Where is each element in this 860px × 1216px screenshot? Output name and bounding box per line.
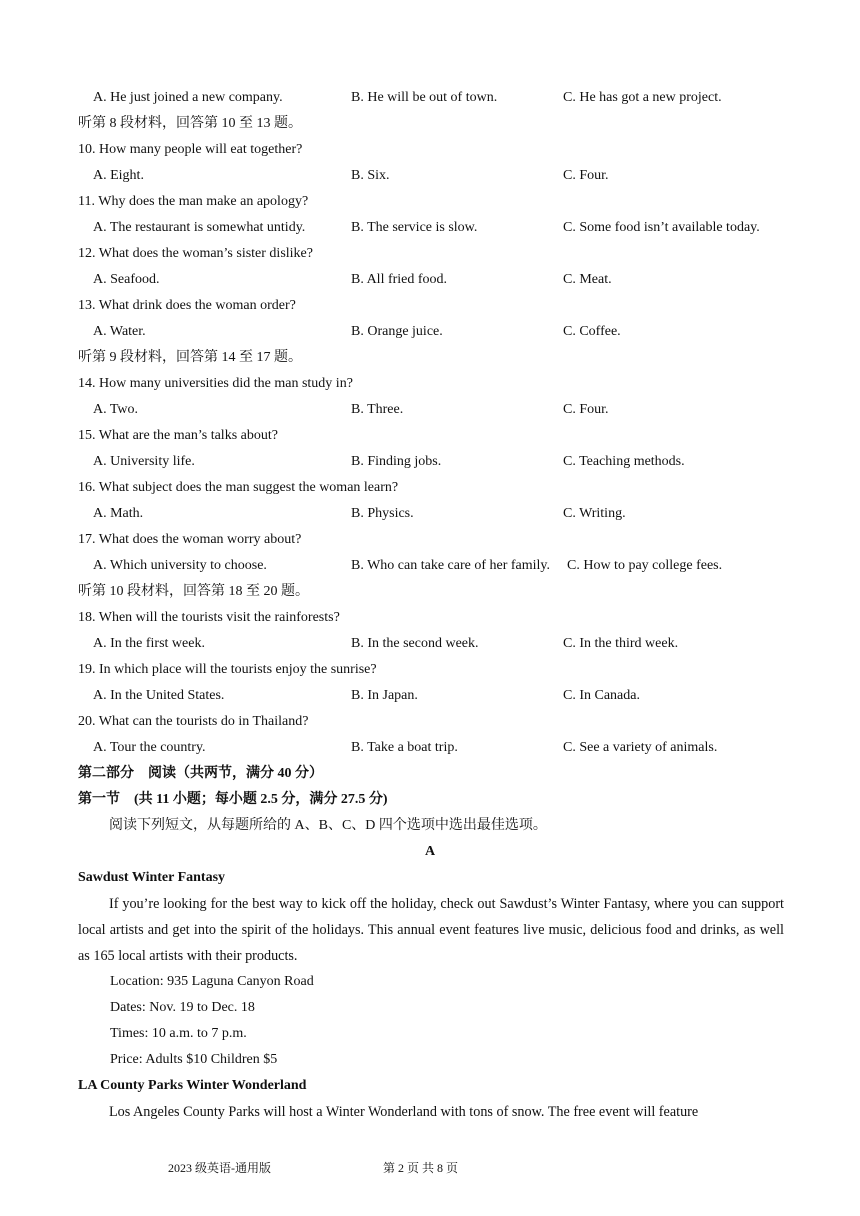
option-b: B. He will be out of town. — [351, 90, 498, 105]
options-row — [0, 739, 860, 757]
event-dates: Dates: Nov. 19 to Dec. 18 — [110, 1000, 255, 1015]
option-c: C. Writing. — [563, 506, 626, 521]
options-row — [0, 167, 860, 185]
option-b: B. In the second week. — [351, 636, 479, 651]
option-a: A. Which university to choose. — [93, 558, 267, 573]
option-a: A. Eight. — [93, 168, 144, 183]
event-location: Location: 935 Laguna Canyon Road — [110, 974, 314, 989]
option-a: A. He just joined a new company. — [93, 90, 283, 105]
option-c: C. Meat. — [563, 272, 612, 287]
question-14: 14. How many universities did the man study in? — [78, 376, 353, 391]
option-b: B. Take a boat trip. — [351, 740, 458, 755]
section-instruction-10: 听第 10 段材料，回答第 18 至 20 题。 — [78, 584, 309, 599]
options-row — [0, 505, 860, 523]
options-row — [0, 557, 860, 575]
question-12: 12. What does the woman’s sister dislike? — [78, 246, 313, 261]
footer-page-number: 第 2 页 共 8 页 — [383, 1161, 459, 1175]
options-row — [0, 453, 860, 471]
option-c: C. Four. — [563, 402, 609, 417]
option-b: B. Six. — [351, 168, 390, 183]
question-10: 10. How many people will eat together? — [78, 142, 303, 157]
options-row — [0, 635, 860, 653]
option-c: C. He has got a new project. — [563, 90, 722, 105]
reading-instruction: 阅读下列短文，从每题所给的 A、B、C、D 四个选项中选出最佳选项。 — [109, 818, 547, 833]
option-b: B. Orange juice. — [351, 324, 443, 339]
option-c: C. See a variety of animals. — [563, 740, 718, 755]
question-18: 18. When will the tourists visit the rainforests? — [78, 610, 340, 625]
option-b: B. In Japan. — [351, 688, 418, 703]
question-13: 13. What drink does the woman order? — [78, 298, 296, 313]
option-c: C. Teaching methods. — [563, 454, 685, 469]
option-b: B. Physics. — [351, 506, 414, 521]
options-row — [0, 89, 860, 107]
options-row — [0, 687, 860, 705]
option-a: A. Tour the country. — [93, 740, 206, 755]
option-a: A. Two. — [93, 402, 139, 417]
option-a: A. In the United States. — [93, 688, 225, 703]
passage-title-2: LA County Parks Winter Wonderland — [78, 1078, 307, 1093]
section-instruction-8: 听第 8 段材料，回答第 10 至 13 题。 — [78, 116, 302, 131]
part2-heading: 第二部分 阅读（共两节，满分 40 分） — [78, 766, 323, 781]
option-b: B. All fried food. — [351, 272, 448, 287]
passage-paragraph-1 — [78, 891, 784, 969]
option-c: C. How to pay college fees. — [567, 558, 723, 573]
event-price: Price: Adults $10 Children $5 — [110, 1052, 278, 1067]
section-instruction-9: 听第 9 段材料，回答第 14 至 17 题。 — [78, 350, 302, 365]
passage-title-1: Sawdust Winter Fantasy — [78, 870, 226, 885]
options-row — [0, 401, 860, 419]
options-row — [0, 323, 860, 341]
option-b: B. Three. — [351, 402, 404, 417]
option-c: C. Coffee. — [563, 324, 621, 339]
option-a: A. The restaurant is somewhat untidy. — [93, 220, 306, 235]
question-15: 15. What are the man’s talks about? — [78, 428, 278, 443]
option-c: C. In the third week. — [563, 636, 679, 651]
section1-heading: 第一节 (共 11 小题；每小题 2.5 分，满分 27.5 分) — [78, 792, 388, 807]
option-a: A. Seafood. — [93, 272, 160, 287]
options-row — [0, 271, 860, 289]
option-b: B. Who can take care of her family. — [351, 558, 551, 573]
question-11: 11. Why does the man make an apology? — [78, 194, 309, 209]
paragraph-text: If you’re looking for the best way to kick off the holiday, check out Sawdust’s Winter Fantasy, where you can support local artists and get into the spirit of the holidays. This annual event features live music, delicious food and drinks, as well as 165 local artists with their products. — [78, 896, 784, 964]
event-times: Times: 10 a.m. to 7 p.m. — [110, 1026, 247, 1041]
passage-paragraph-2: Los Angeles County Parks will host a Winter Wonderland with tons of snow. The free event will feature — [109, 1104, 699, 1120]
question-20: 20. What can the tourists do in Thailand? — [78, 714, 309, 729]
option-a: A. Math. — [93, 506, 144, 521]
option-c: C. In Canada. — [563, 688, 640, 703]
passage-label: A — [424, 844, 436, 859]
option-c: C. Some food isn’t available today. — [563, 220, 760, 235]
option-a: A. University life. — [93, 454, 195, 469]
option-b: B. Finding jobs. — [351, 454, 442, 469]
option-a: A. Water. — [93, 324, 146, 339]
option-b: B. The service is slow. — [351, 220, 478, 235]
footer-exam-label: 2023 级英语-通用版 — [168, 1161, 271, 1175]
option-c: C. Four. — [563, 168, 609, 183]
question-16: 16. What subject does the man suggest the woman learn? — [78, 480, 399, 495]
options-row — [0, 219, 860, 237]
question-19: 19. In which place will the tourists enjoy the sunrise? — [78, 662, 377, 677]
question-17: 17. What does the woman worry about? — [78, 532, 302, 547]
option-a: A. In the first week. — [93, 636, 205, 651]
